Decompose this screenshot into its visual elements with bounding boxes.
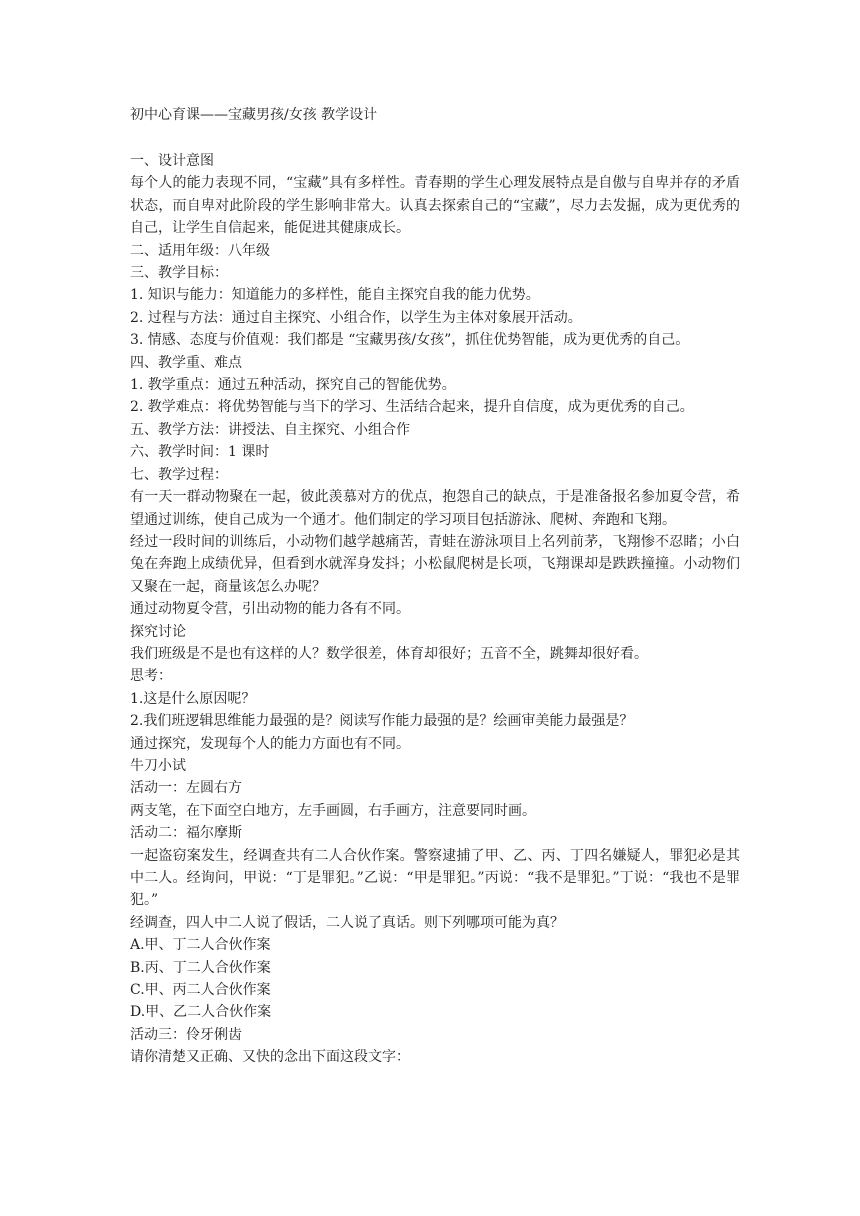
section-heading-objectives: 三、教学目标： (130, 265, 228, 282)
activity-1-instruction: 两支笔，在下面空白地方，左手画圆，右手画方，注意要同时画。 (130, 802, 536, 819)
story-conclusion: 通过动物夏令营，引出动物的能力各有不同。 (130, 601, 410, 618)
activity-3-heading: 活动三：伶牙俐齿 (130, 1026, 242, 1043)
option-c: C.甲、丙二人合伙作案 (130, 982, 271, 999)
discussion-question: 我们班级是不是也有这样的人？数学很差，体育却很好；五音不全，跳舞却很好看。 (130, 645, 648, 662)
difficult-point: 2. 教学难点：将优势智能与当下的学习、生活结合起来，提升自信度，成为更优秀的自己。 (130, 399, 694, 416)
discussion-conclusion: 通过探究，发现每个人的能力方面也有不同。 (130, 735, 410, 752)
objective-attitude: 3. 情感、态度与价值观：我们都是 “宝藏男孩/女孩”，抓住优势智能，成为更优秀的自己。 (130, 332, 690, 349)
subheading-trial: 牛刀小试 (130, 757, 186, 774)
document-page (130, 104, 740, 1069)
option-a: A.甲、丁二人合伙作案 (130, 937, 271, 954)
activity-3-instruction: 请你清楚又正确、又快的念出下面这段文字： (130, 1049, 410, 1066)
section-heading-methods: 五、教学方法：讲授法、自主探究、小组合作 (130, 421, 410, 438)
think-item-2: 2.我们班逻辑思维能力最强的是？阅读写作能力最强的是？绘画审美能力最强是？ (130, 713, 634, 730)
section-heading-grade: 二、适用年级：八年级 (130, 242, 270, 259)
section-heading-time: 六、教学时间：1 课时 (130, 444, 270, 461)
objective-process: 2. 过程与方法：通过自主探究、小组合作，以学生为主体对象展开活动。 (130, 309, 582, 326)
document-title: 初中心育课——宝藏男孩/女孩 教学设计 (130, 107, 378, 123)
think-item-1: 1.这是什么原因呢？ (130, 690, 256, 707)
subheading-discussion: 探究讨论 (130, 623, 186, 640)
key-point: 1. 教学重点：通过五种活动，探究自己的智能优势。 (130, 377, 456, 394)
section-heading-process: 七、教学过程： (130, 466, 228, 483)
activity-2-heading: 活动二：福尔摩斯 (130, 825, 242, 842)
activity-1-heading: 活动一：左圆右方 (130, 780, 242, 797)
section-heading-key-points: 四、教学重、难点 (130, 354, 242, 371)
option-d: D.甲、乙二人合伙作案 (130, 1004, 272, 1021)
story-paragraph-2: 经过一段时间的训练后，小动物们越学越痛苦，青蛙在游泳项目上名列前茅，飞翔惨不忍睹；小白兔在奔跑上成绩优异，但看到水就浑身发抖；小松鼠爬树是长项，飞翔课却是跌跌撞撞。小动物们又聚在一起，商量该怎么办呢？ (130, 533, 740, 595)
story-paragraph-1: 有一天一群动物聚在一起，彼此羡慕对方的优点，抱怨自己的缺点，于是准备报名参加夏令营，希望通过训练，使自己成为一个通才。他们制定的学习项目包括游泳、爬树、奔跑和飞翔。 (130, 489, 740, 528)
option-b: B.丙、丁二人合伙作案 (130, 959, 271, 976)
activity-2-case: 一起盗窃案发生，经调查共有二人合伙作案。警察逮捕了甲、乙、丙、丁四名嫌疑人，罪犯必是其中二人。经询问，甲说：“丁是罪犯。”乙说：“甲是罪犯。”丙说：“我不是罪犯。”丁说：“我也不是罪犯。” (130, 847, 740, 909)
activity-2-question: 经调查，四人中二人说了假话，二人说了真话。则下列哪项可能为真？ (130, 914, 564, 931)
section-heading-design-intent: 一、设计意图 (130, 153, 214, 169)
objective-knowledge: 1. 知识与能力：知道能力的多样性，能自主探究自我的能力优势。 (130, 287, 540, 304)
design-intent-paragraph: 每个人的能力表现不同，“宝藏”具有多样性。青春期的学生心理发展特点是自傲与自卑并存的矛盾状态，而自卑对此阶段的学生影响非常大。认真去探索自己的“宝藏”，尽力去发掘，成为更优秀的自己，让学生自信起来，能促进其健康成长。 (130, 175, 740, 237)
subheading-think: 思考： (130, 668, 172, 685)
